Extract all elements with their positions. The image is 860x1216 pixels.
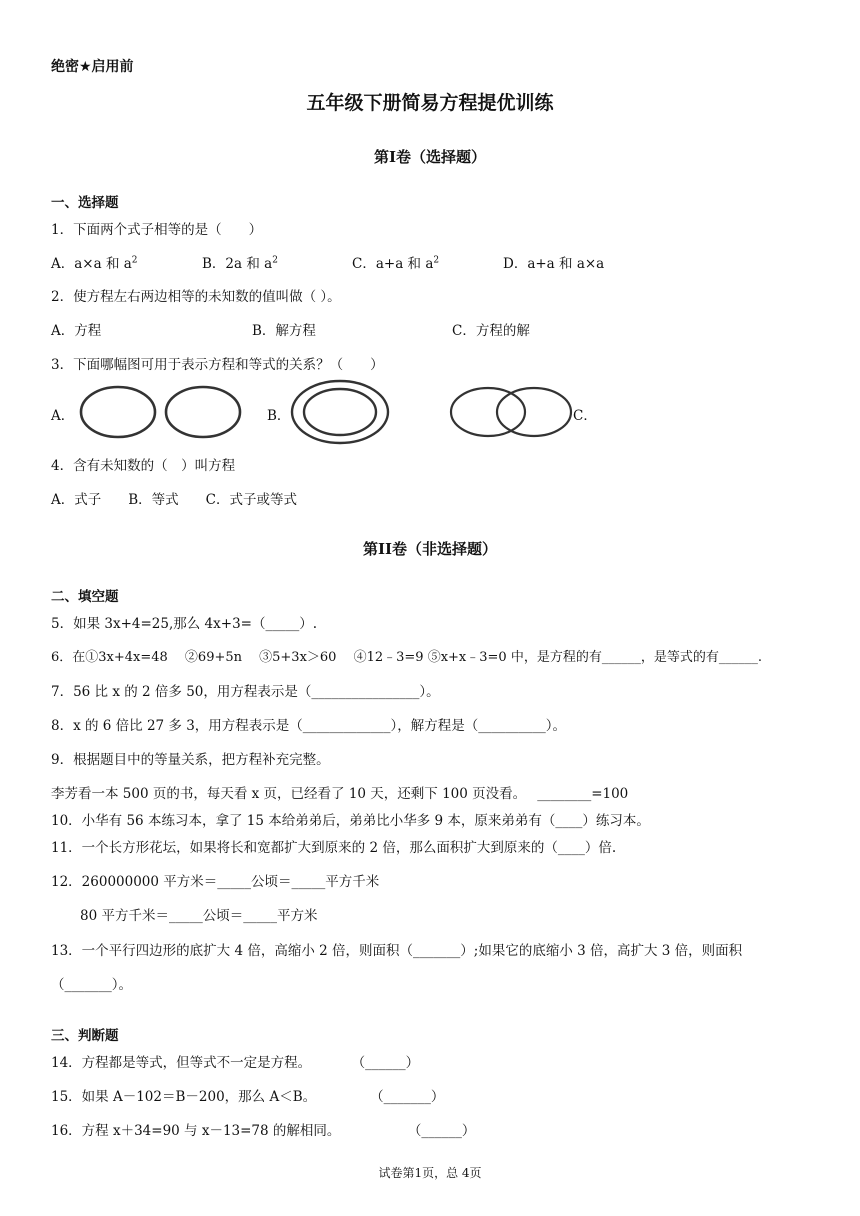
q1-stem: 1．下面两个式子相等的是（ ） <box>51 222 263 238</box>
part1-title: 第I卷（选择题） <box>373 148 487 166</box>
q3-option-c: C． <box>573 408 597 424</box>
section-true-false: 三、判断题 <box>51 1028 119 1044</box>
q2-option-c: C．方程的解 <box>452 323 530 339</box>
q14: 14．方程都是等式，但等式不一定是方程。 （______） <box>51 1055 420 1071</box>
q3-option-a: A． <box>51 408 75 424</box>
q8: 8．x 的 6 倍比 27 多 3，用方程表示是（_____________），解方程是（__________）。 <box>51 718 567 734</box>
q3-option-b: B． <box>267 408 291 424</box>
q3-diagram-a-separate-ovals <box>78 383 258 441</box>
q1-option-c: C．a+a 和 $a^2$ <box>352 255 440 272</box>
section-multiple-choice: 一、选择题 <box>51 195 119 211</box>
q4-options: A．式子 B．等式 C．式子或等式 <box>51 492 297 508</box>
q13-line1: 13．一个平行四边形的底扩大 4 倍，高缩小 2 倍，则面积（_______）;如果它的底缩小 3 倍，高扩大 3 倍，则面积 <box>51 943 743 959</box>
q6: 6．在①3x+4x=48 ②69+5n ③5+3x＞60 ④12﹣3=9 ⑤x+x﹣3=0 中，是方程的有______，是等式的有______. <box>51 650 762 665</box>
q9-detail: 李芳看一本 500 页的书，每天看 x 页，已经看了 10 天，还剩下 100 页没看。 ________=100 <box>51 786 629 802</box>
q5: 5．如果 3x+4=25,那么 4x+3=（_____）. <box>51 616 318 632</box>
q2-stem: 2．使方程左右两边相等的未知数的值叫做（ ）。 <box>51 289 341 305</box>
q3-diagram-b-nested-ovals <box>288 378 392 446</box>
part2-title: 第II卷（非选择题） <box>362 540 498 558</box>
q1-option-b: B．2a 和 $a^2$ <box>202 255 278 272</box>
q16: 16．方程 x＋34=90 与 x－13=78 的解相同。 （______） <box>51 1123 476 1139</box>
q15: 15．如果 A－102＝B－200，那么 A＜B。 （_______） <box>51 1089 445 1105</box>
q2-option-a: A．方程 <box>51 323 102 339</box>
section-fill-in: 二、填空题 <box>51 589 119 605</box>
q12-line2: 80 平方千米＝_____公顷＝_____平方米 <box>80 908 318 924</box>
q13-line2: （_______）。 <box>51 977 132 993</box>
q9: 9．根据题目中的等量关系，把方程补充完整。 <box>51 752 330 768</box>
q1-option-d: D．a+a 和 a×a <box>503 256 605 272</box>
q1-option-a: A．a×a 和 $a^2$ <box>51 255 138 272</box>
q4-stem: 4．含有未知数的（ ）叫方程 <box>51 458 236 474</box>
q12-line1: 12．260000000 平方米＝_____公顷＝_____平方千米 <box>51 874 380 890</box>
q3-diagram-c-overlapping-ovals <box>448 383 574 441</box>
q10: 10．小华有 56 本练习本，拿了 15 本给弟弟后，弟弟比小华多 9 本，原来弟弟有（____）练习本。 <box>51 813 650 829</box>
document-title: 五年级下册简易方程提优训练 <box>306 92 554 114</box>
q7: 7．56 比 x 的 2 倍多 50，用方程表示是（________________）。 <box>51 684 440 700</box>
q2-option-b: B．解方程 <box>252 323 316 339</box>
q11: 11．一个长方形花坛，如果将长和宽都扩大到原来的 2 倍，那么面积扩大到原来的（____）倍. <box>51 840 617 856</box>
page-footer: 试卷第1页，总 4页 <box>378 1166 482 1180</box>
q3-stem: 3．下面哪幅图可用于表示方程和等式的关系？（ ） <box>51 357 384 373</box>
top-secret-label: 绝密★启用前 <box>51 59 134 75</box>
